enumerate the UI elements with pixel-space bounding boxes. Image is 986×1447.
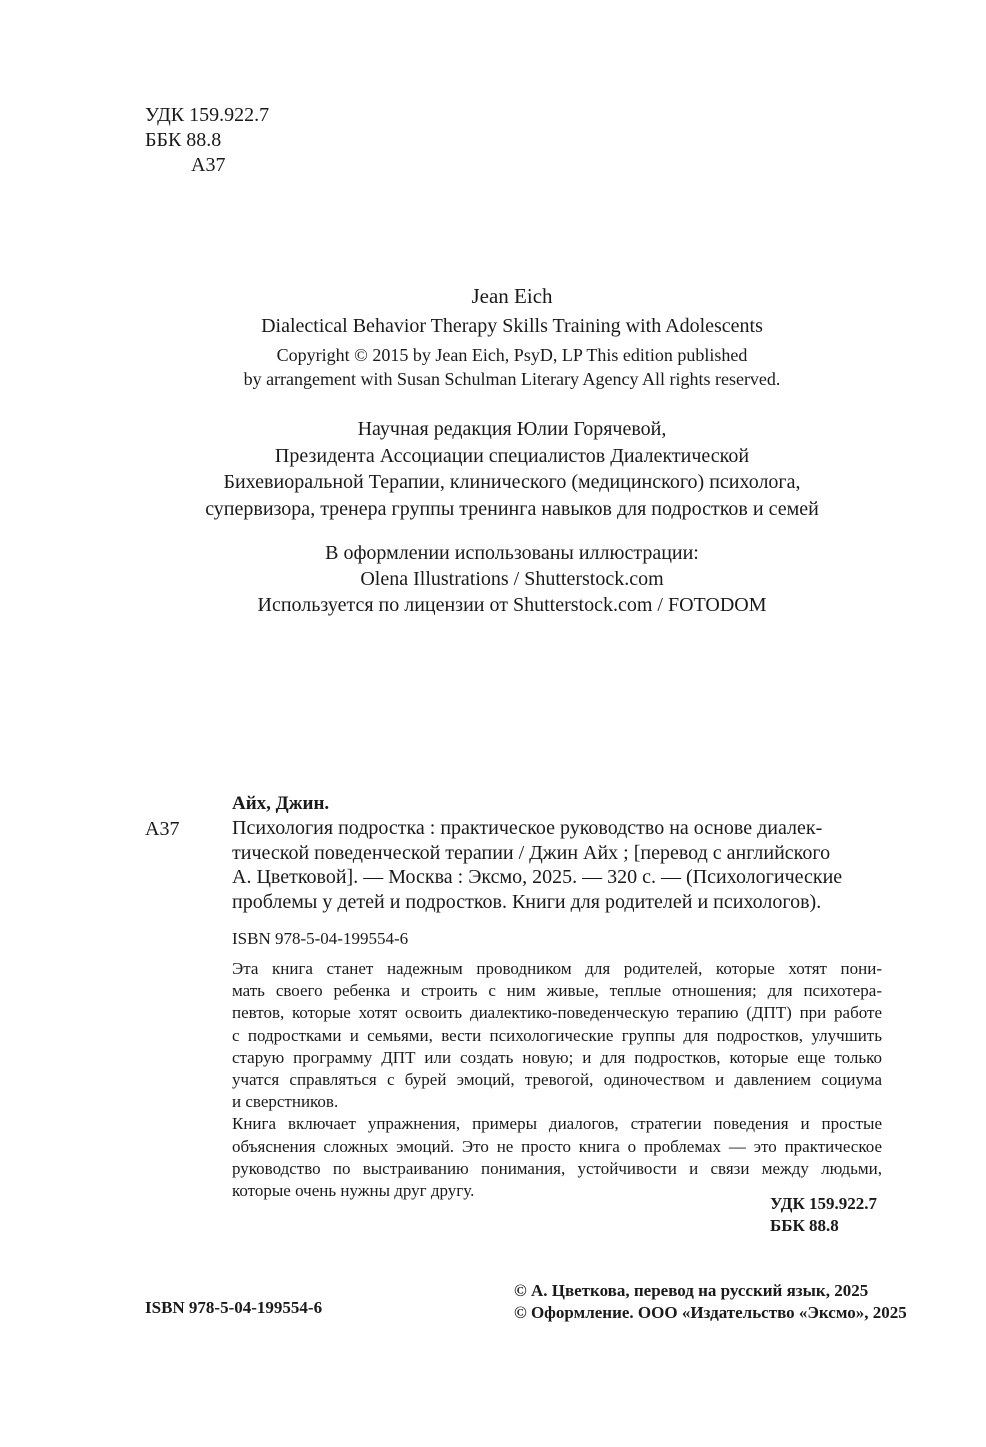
annotation-paragraph xyxy=(232,1113,882,1202)
annotation-line: Эта книга станет надежным проводником для родителей, которые хотят пони- xyxy=(232,959,882,978)
original-copyright xyxy=(140,343,884,391)
footer-classification xyxy=(770,1193,877,1237)
author-mark: А37 xyxy=(191,154,226,176)
illustrations-line: В оформлении использованы иллюстрации: xyxy=(325,542,699,564)
annotation-line: Книга включает упражнения, примеры диалогов, стратегии поведения и простые xyxy=(232,1114,882,1134)
classification-block xyxy=(145,103,269,178)
scientific-editing xyxy=(140,416,884,522)
footer-copyrights xyxy=(514,1280,907,1324)
copyright-line: by arrangement with Susan Schulman Literary Agency All rights reserved. xyxy=(243,369,781,389)
bib-description-text: Психология подростка : практическое руководство на основе диалек- xyxy=(232,817,823,839)
editing-line: супервизора, тренера группы тренинга навыков для подростков и семей xyxy=(205,497,819,520)
original-title: Dialectical Behavior Therapy Skills Training with Adolescents xyxy=(261,315,763,337)
annotation-line: и сверстников. xyxy=(232,1092,339,1112)
annotation-line: с подростками и семьями, вести психологические группы для подростков, улучшить xyxy=(232,1025,882,1045)
illustrations-line: Olena Illustrations / Shutterstock.com xyxy=(360,568,664,590)
footer-bbk: ББК 88.8 xyxy=(770,1216,839,1235)
annotation-line: учатся справляться с бурей эмоций, тревогой, одиночеством и давлением социума xyxy=(232,1070,882,1090)
bib-description xyxy=(232,816,882,915)
bib-isbn: ISBN 978-5-04-199554-6 xyxy=(232,929,409,948)
copyright-line: Copyright © 2015 by Jean Eich, PsyD, LP This edition published xyxy=(276,345,748,365)
annotation xyxy=(232,958,882,1202)
illustrations-credit xyxy=(140,540,884,618)
annotation-line: старую программу ДПТ или создать новую; и для подростков, которые еще только xyxy=(232,1047,882,1067)
bib-description-line xyxy=(232,816,882,841)
copyright-translation: © А. Цветкова, перевод на русский язык, 2025 xyxy=(514,1281,869,1300)
copyright-design: © Оформление. ООО «Издательство «Эксмо», 2025 xyxy=(514,1303,907,1322)
annotation-line: руководство по выстраиванию понимания, устойчивости и связи между людьми, xyxy=(232,1158,882,1178)
annotation-line: которые очень нужны друг другу. xyxy=(232,1181,475,1201)
annotation-line: мать своего ребенка и строить с ним живые, теплые отношения; для психотера- xyxy=(232,981,882,1001)
bib-author-heading: Айх, Джин. xyxy=(232,793,330,814)
footer-isbn: ISBN 978-5-04-199554-6 xyxy=(145,1298,323,1317)
bib-description-line: тической поведенческой терапии / Джин Айх ; [перевод с английского xyxy=(232,841,831,864)
annotation-line: певтов, которые хотят освоить диалектико-поведенческую терапию (ДПТ) при работе xyxy=(232,1003,882,1023)
editing-line: Научная редакция Юлии Горячевой, xyxy=(357,418,667,440)
bib-description-line: А. Цветковой]. — Москва : Эксмо, 2025. — 320 с. — (Психологические xyxy=(232,866,843,889)
bib-index: А37 xyxy=(145,818,180,840)
bbk-code: ББК 88.8 xyxy=(145,129,222,151)
editing-line: Президента Ассоциации специалистов Диалектической xyxy=(274,444,750,467)
footer-udk: УДК 159.922.7 xyxy=(770,1194,878,1213)
editing-line: Бихевиоральной Терапии, клинического (медицинского) психолога, xyxy=(223,471,801,493)
udk-code: УДК 159.922.7 xyxy=(145,104,270,126)
bib-description-line: проблемы у детей и подростков. Книги для родителей и психологов). xyxy=(232,891,822,914)
annotation-paragraph xyxy=(232,958,882,1113)
annotation-line: объяснения сложных эмоций. Это не просто книга о проблемах — это практическое xyxy=(232,1136,882,1156)
original-author: Jean Eich xyxy=(471,284,553,308)
illustrations-line: Используется по лицензии от Shutterstock.com / FOTODOM xyxy=(257,594,767,616)
